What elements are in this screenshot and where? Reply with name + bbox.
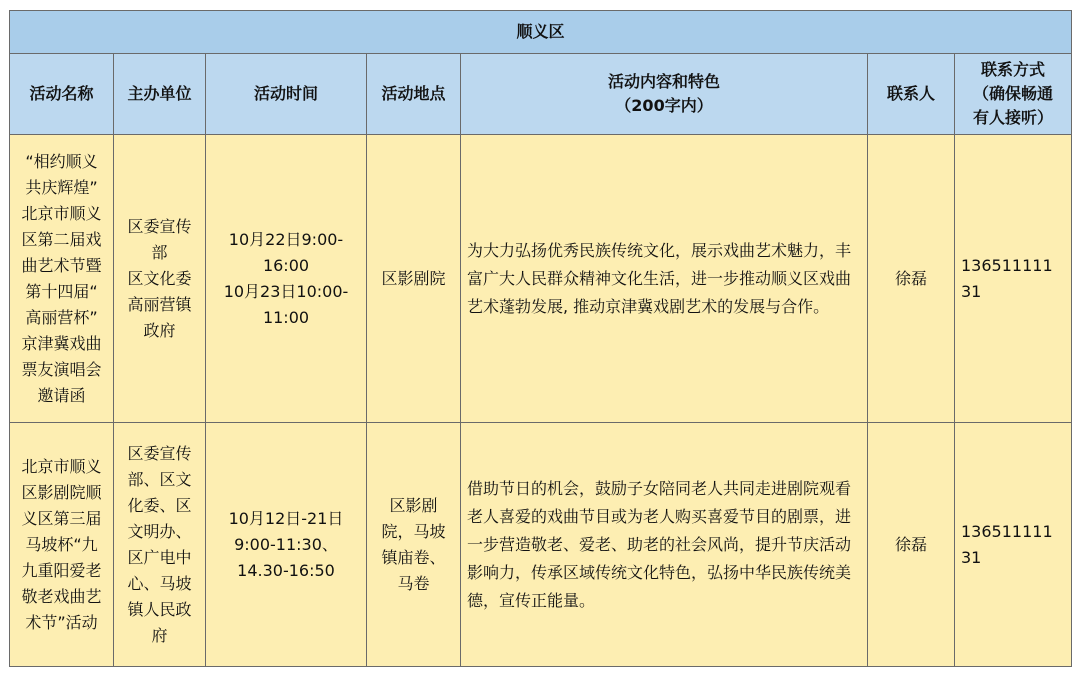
header-organizer: 主办单位 <box>114 54 206 135</box>
cell-contact: 徐磊 <box>868 135 955 423</box>
cell-phone: 136511111 31 <box>955 423 1072 667</box>
header-activity-name: 活动名称 <box>10 54 114 135</box>
cell-location: 区影剧院 <box>367 135 461 423</box>
header-content: 活动内容和特色 （200字内） <box>461 54 868 135</box>
cell-contact: 徐磊 <box>868 423 955 667</box>
table-title-row <box>10 11 1072 54</box>
cell-organizer: 区委宣传 部 区文化委 高丽营镇 政府 <box>114 135 206 423</box>
cell-time: 10月22日9:00- 16:00 10月23日10:00- 11:00 <box>206 135 367 423</box>
header-contact: 联系人 <box>868 54 955 135</box>
table-row <box>10 135 1072 423</box>
cell-time: 10月12日-21日 9:00-11:30、 14.30-16:50 <box>206 423 367 667</box>
header-location: 活动地点 <box>367 54 461 135</box>
cell-organizer: 区委宣传 部、区文 化委、区 文明办、 区广电中 心、马坡 镇人民政 府 <box>114 423 206 667</box>
cell-activity-name: 北京市顺义 区影剧院顺 义区第三届 马坡杯“九 九重阳爱老 敬老戏曲艺 术节”活动 <box>10 423 114 667</box>
table-row <box>10 423 1072 667</box>
cell-content: 借助节日的机会，鼓励子女陪同老人共同走进剧院观看老人喜爱的戏曲节目或为老人购买喜爱节目的剧票，进一步营造敬老、爱老、助老的社会风尚，提升节庆活动影响力，传承区域传统文化特色，弘扬中华民族传统美德，宣传正能量。 <box>461 423 868 667</box>
cell-phone: 136511111 31 <box>955 135 1072 423</box>
header-time: 活动时间 <box>206 54 367 135</box>
cell-activity-name: “相约顺义 共庆辉煌” 北京市顺义 区第二届戏 曲艺术节暨 第十四届“ 高丽营杯” 京津冀戏曲 票友演唱会 邀请函 <box>10 135 114 423</box>
cell-location: 区影剧 院，马坡 镇庙卷、 马卷 <box>367 423 461 667</box>
activity-table-container <box>9 10 1072 667</box>
activity-table <box>9 10 1072 667</box>
header-phone: 联系方式 （确保畅通 有人接听） <box>955 54 1072 135</box>
table-header-row <box>10 54 1072 135</box>
table-title: 顺义区 <box>10 11 1072 54</box>
cell-content: 为大力弘扬优秀民族传统文化，展示戏曲艺术魅力，丰富广大人民群众精神文化生活，进一步推动顺义区戏曲艺术蓬勃发展, 推动京津冀戏剧艺术的发展与合作。 <box>461 135 868 423</box>
